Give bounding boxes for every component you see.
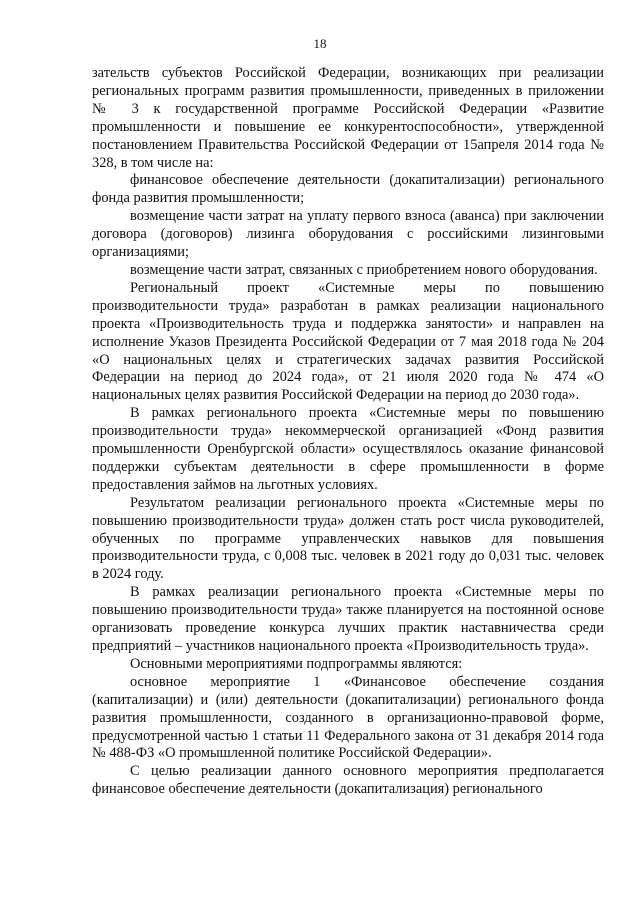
paragraph-8: В рамках реализации регионального проекта «Системные меры по повышению производительности труда» также планируется на постоянной основе организовать проведение конкурса лучших практик наставничества среди предприятий – участников национального проекта «Производительность труда». [92, 584, 604, 654]
paragraph-10: основное мероприятие 1 «Финансовое обеспечение создания (капитализации) и (или) деятельности (докапитализации) регионального фонда развития промышленности, созданного в организационно-правовой форме, предусмотренной частью 1 статьи 11 Федерального закона от 31 декабря 2014 года № 488-ФЗ «О промышленной политике Российской Федерации». [92, 673, 604, 762]
paragraph-2: финансовое обеспечение деятельности (докапитализации) регионального фонда развития промышленности; [92, 172, 604, 207]
document-body [92, 65, 604, 799]
paragraph-11: С целью реализации данного основного мероприятия предполагается финансовое обеспечение деятельности (докапитализация) регионального [92, 763, 604, 798]
paragraph-9: Основными мероприятиями подпрограммы являются: [130, 655, 463, 672]
paragraph-1: зательств субъектов Российской Федерации, возникающих при реализации региональных программ развития промышленности, приведенных в приложении № 3 к государственной программе Российской Федерации «Развитие промышленности и повышение ее конкурентоспособности», утвержденной постановлением Правительства Российской Федерации от 15апреля 2014 года № 328, в том числе на: [92, 65, 604, 171]
paragraph-3: возмещение части затрат на уплату первого взноса (аванса) при заключении договора (договоров) лизинга оборудования с российскими лизинговыми организациями; [92, 208, 604, 261]
page-number: 18 [313, 36, 327, 51]
paragraph-7: Результатом реализации регионального проекта «Системные меры по повышению производительности труда» должен стать рост числа руководителей, обученных по программе управленческих навыков для повышения производительности труда, с 0,008 тыс. человек в 2021 году до 0,031 тыс. человек в 2024 году. [92, 494, 604, 583]
paragraph-5: Региональный проект «Системные меры по повышению производительности труда» разработан в рамках реализации национального проекта «Производительность труда и поддержка занятости» и направлен на исполнение Указов Президента Российской Федерации от 7 мая 2018 года № 204 «О национальных целях и стратегических задачах развития Российской Федерации на период до 2024 года», от 21 июля 2020 года № 474 «О национальных целях развития Российской Федерации на период до 2030 года». [92, 279, 604, 404]
paragraph-6: В рамках регионального проекта «Системные меры по повышению производительности труда» некоммерческой организацией «Фонд развития промышленности Оренбургской области» осуществлялось оказание финансовой поддержки субъектам деятельности в сфере промышленности в форме предоставления займов на льготных условиях. [92, 405, 604, 493]
paragraph-4: возмещение части затрат, связанных с приобретением нового оборудования. [130, 261, 598, 278]
